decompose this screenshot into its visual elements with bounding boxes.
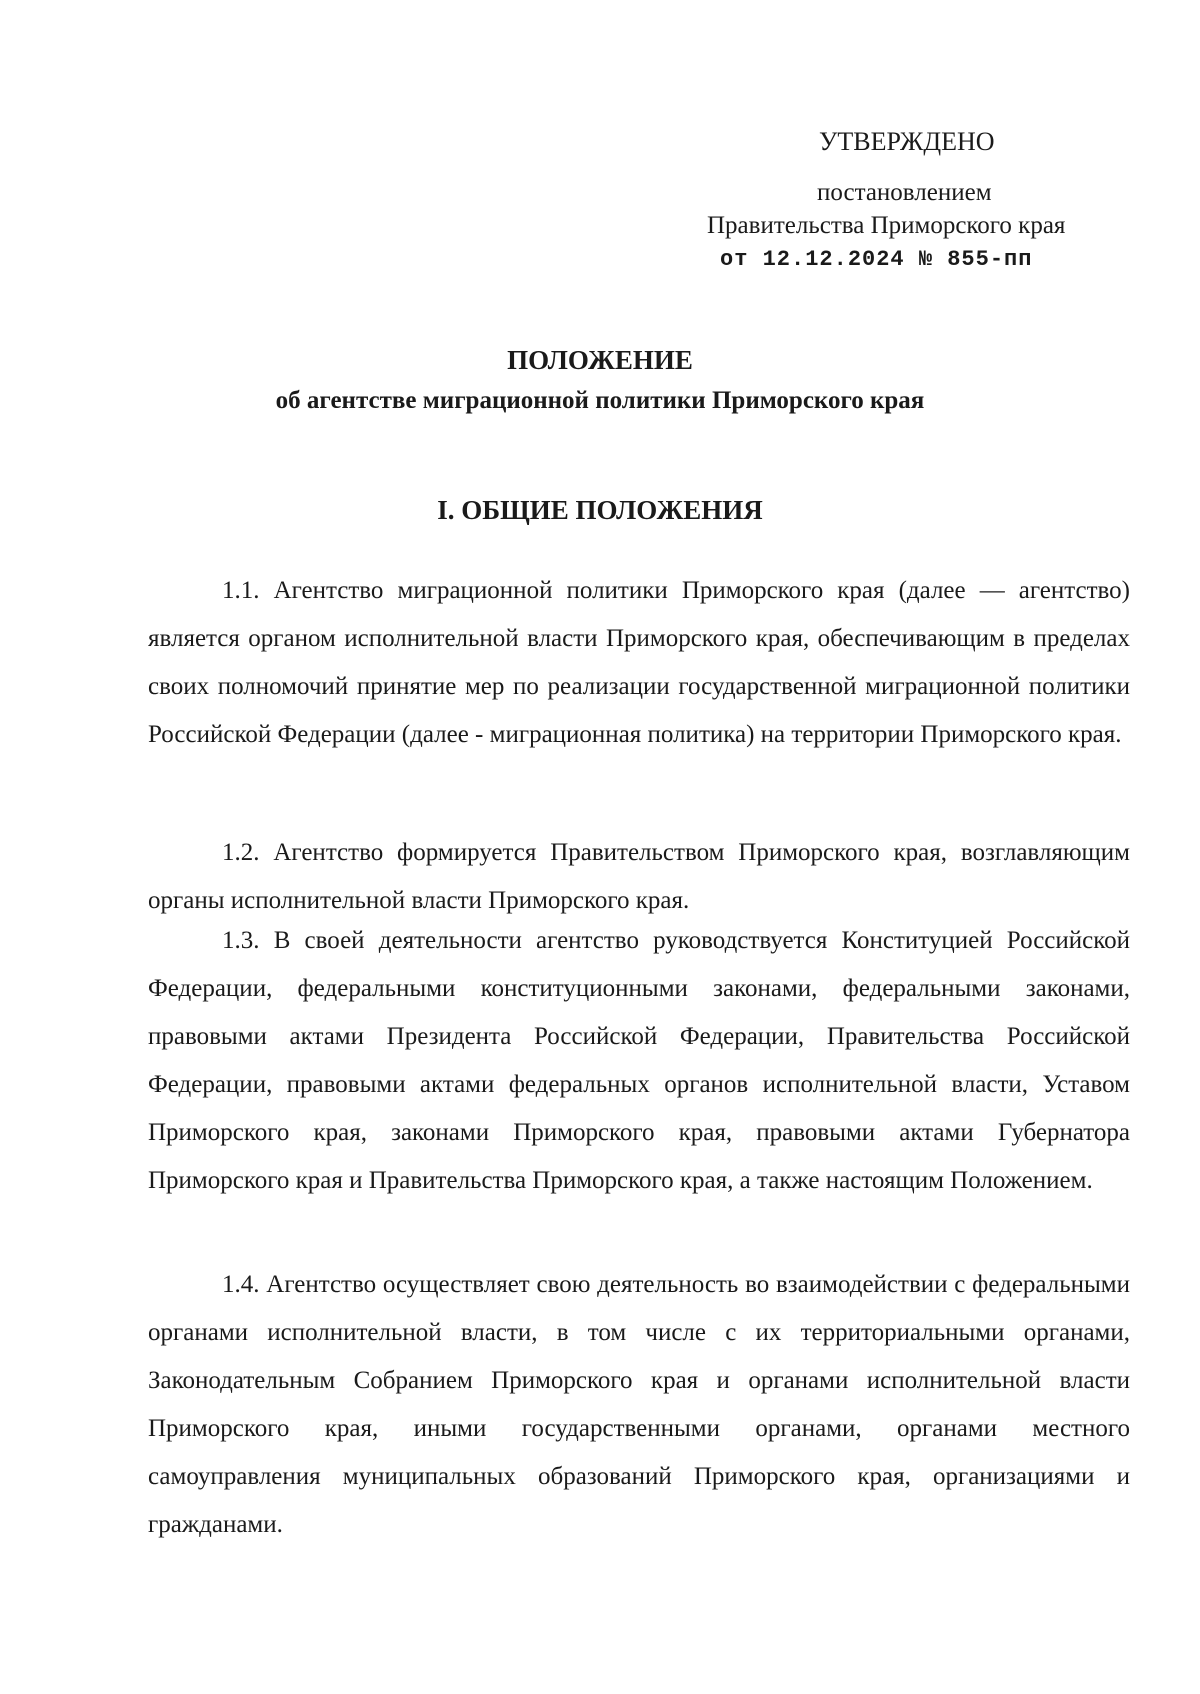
document-subtitle: об агентстве миграционной политики Приморского края (275, 387, 925, 414)
paragraph-1-1 (148, 567, 1130, 759)
paragraph-1-2 (148, 829, 1130, 925)
paragraph-1-3 (148, 917, 1130, 1205)
paragraph-text: 1.1. Агентство миграционной политики Приморского края (далее — агентство) является органом исполнительной власти Приморского края, обеспечивающим в пределах своих полномочий принятие мер по реализации государственной миграционной политики Российской Федерации (далее - миграционная политика) на территории Приморского края. (148, 577, 1130, 748)
paragraph-text: 1.2. Агентство формируется Правительством Приморского края, возглавляющим органы исполнительной власти Приморского края. (148, 839, 1130, 914)
approval-line-resolution: постановлением (817, 179, 992, 206)
approval-line-date-number: от 12.12.2024 № 855-пп (720, 247, 1033, 272)
paragraph-text: 1.4. Агентство осуществляет свою деятельность во взаимодействии с федеральными органами исполнительной власти, в том числе с их территориальными органами, Законодательным Собранием Приморского края и органами исполнительной власти Приморского края, иными государственными органами, органами местного самоуправления муниципальных образований Приморского края, организациями и гражданами. (148, 1271, 1130, 1538)
section-heading: I. ОБЩИЕ ПОЛОЖЕНИЯ (437, 495, 763, 525)
paragraph-1-4 (148, 1261, 1130, 1549)
document-title: ПОЛОЖЕНИЕ (507, 345, 693, 375)
paragraph-text: 1.3. В своей деятельности агентство руководствуется Конституцией Российской Федерации, федеральными конституционными законами, федеральными законами, правовыми актами Президента Российской Федерации, Правительства Российской Федерации, правовыми актами федеральных органов исполнительной власти, Уставом Приморского края, законами Приморского края, правовыми актами Губернатора Приморского края и Правительства Приморского края, а также настоящим Положением. (148, 927, 1130, 1194)
approval-label: УТВЕРЖДЕНО (819, 127, 995, 156)
approval-line-government: Правительства Приморского края (707, 212, 1066, 239)
